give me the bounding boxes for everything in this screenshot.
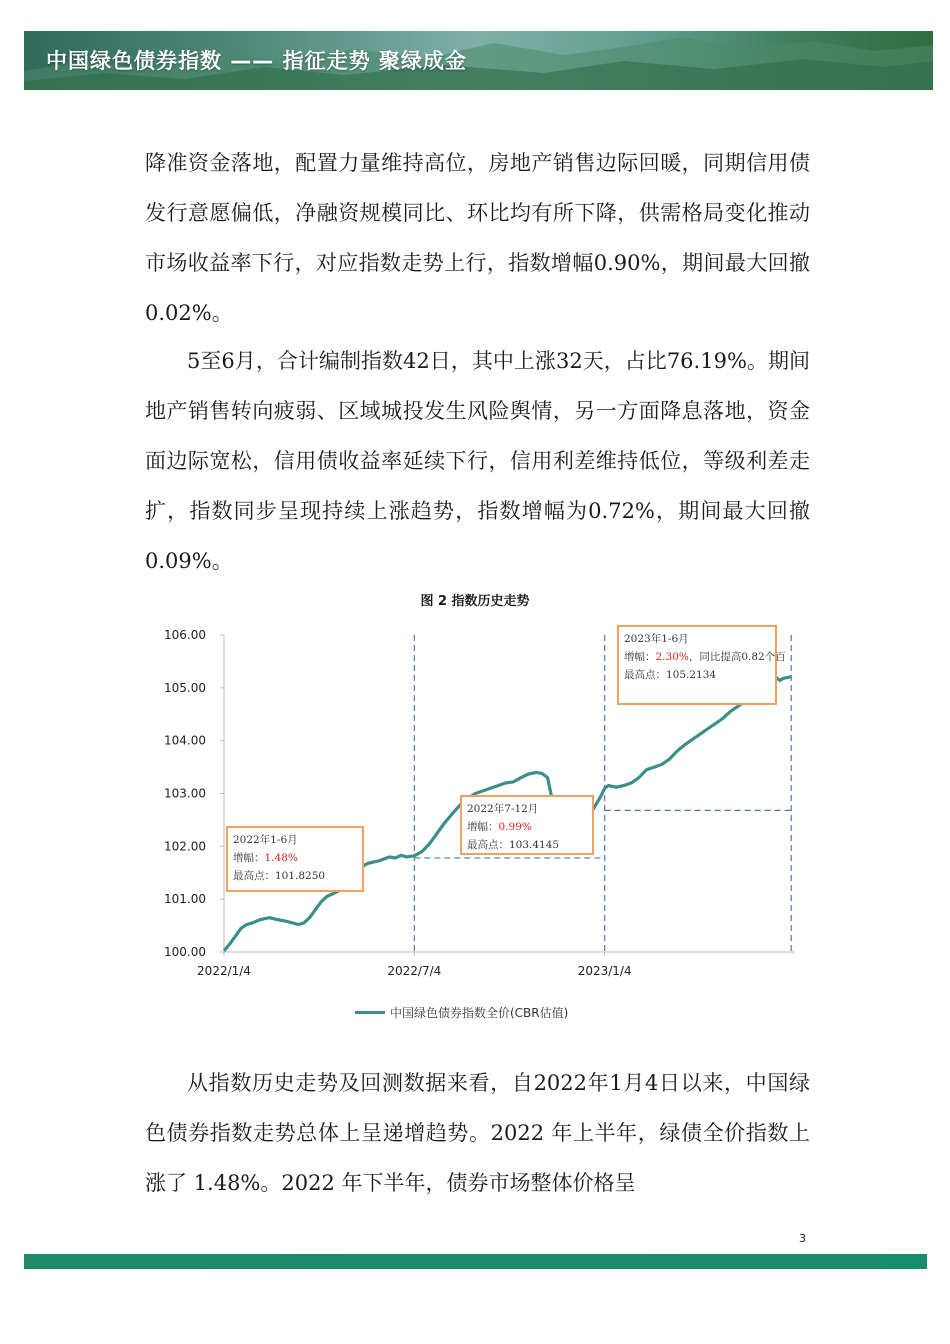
annotation-high: 最高点：101.8250 — [233, 870, 326, 882]
header-title: 中国绿色债券指数 —— 指征走势 聚绿成金 — [46, 49, 467, 73]
annotation-high: 最高点：105.2134 — [624, 669, 717, 681]
page-number: 3 — [799, 1232, 806, 1245]
y-tick-label: 106.00 — [164, 628, 206, 642]
y-tick-label: 103.00 — [164, 786, 206, 801]
x-tick-label: 2023/1/4 — [577, 964, 632, 978]
annotation-period: 2022年7-12月 — [467, 803, 539, 815]
index-history-chart — [140, 618, 810, 988]
x-tick-label: 2022/1/4 — [197, 964, 251, 978]
figure-title: 图 2 指数历史走势 — [420, 594, 530, 609]
annotation-gain: 增幅：2.30%，同比提高0.82个百 — [624, 651, 786, 663]
paragraph-1: 降准资金落地，配置力量维持高位，房地产销售边际回暖，同期信用债发行意愿偏低，净融资规模同比、环比均有所下降，供需格局变化推动市场收益率下行，对应指数走势上行，指数增幅0.90%，期间最大回撤 0.02%。 — [145, 151, 810, 325]
header-banner — [24, 31, 933, 90]
annotation-period: 2022年1-6月 — [233, 834, 298, 846]
y-tick-label: 101.00 — [164, 892, 206, 907]
annotation-high: 最高点：103.4145 — [467, 839, 560, 851]
annotation-box — [461, 796, 593, 854]
y-tick-label: 104.00 — [164, 733, 206, 748]
y-tick-label: 105.00 — [164, 680, 206, 695]
footer-bar — [24, 1254, 927, 1269]
legend-swatch — [355, 1011, 385, 1014]
annotation-gain: 增幅：1.48% — [233, 852, 298, 864]
legend-label: 中国绿色债券指数全价(CBR估值) — [390, 1006, 569, 1020]
x-tick-label: 2022/7/4 — [387, 964, 442, 978]
y-tick-label: 102.00 — [164, 839, 206, 854]
chart-legend — [355, 1004, 568, 1021]
annotation-period: 2023年1-6月 — [624, 633, 689, 645]
paragraph-3: 从指数历史走势及回测数据来看，自2022年1月4日以来，中国绿色债券指数走势总体上呈递增趋势。2022 年上半年，绿债全价指数上涨了 1.48%。2022 年下半年，债券市场整体价格呈 — [145, 1071, 810, 1195]
annotation-box — [618, 626, 786, 704]
annotation-box — [227, 827, 363, 891]
paragraph-2: 5至6月，合计编制指数42日，其中上涨32天，占比76.19%。期间地产销售转向疲弱、区域城投发生风险舆情，另一方面降息落地，资金面边际宽松，信用债收益率延续下行，信用利差维持低位，等级利差走扩，指数同步呈现持续上涨趋势，指数增幅为0.72%，期间最大回撤 0.09%。 — [145, 349, 810, 573]
y-tick-label: 100.00 — [164, 945, 206, 959]
annotation-gain: 增幅：0.99% — [467, 821, 532, 833]
